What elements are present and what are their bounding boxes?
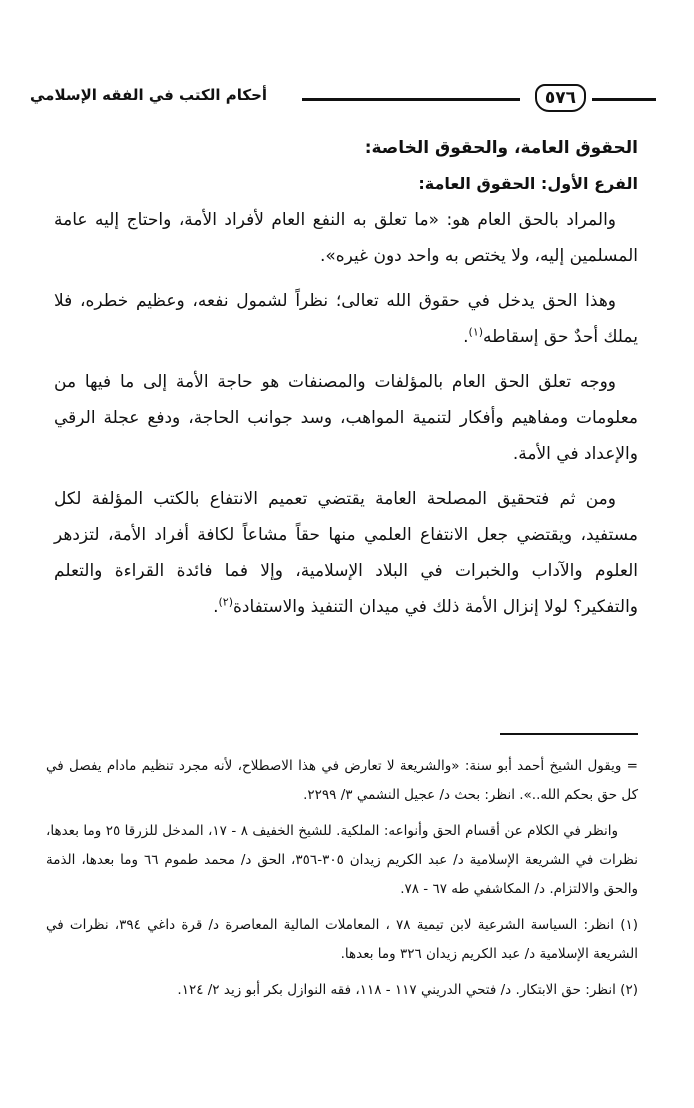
section-heading: الحقوق العامة، والحقوق الخاصة:	[364, 138, 638, 158]
footnote-ref-1[interactable]: (١)	[468, 325, 484, 339]
main-text	[54, 132, 638, 634]
paragraph-definition: والمراد بالحق العام هو: «ما تعلق به النفع العام لأفراد الأمة، واحتاج إليه عامة المسلمين إليه، ولا يختص به واحد دون غيره».	[54, 210, 638, 266]
paragraph-public-interest	[54, 481, 638, 625]
paragraph-end: .	[463, 327, 469, 347]
paragraph-public-right	[54, 283, 638, 355]
footnote-1: (١) انظر: السياسة الشرعية لابن تيمية ٧٨ ، المعاملات المالية المعاصرة د/ قرة داغي ٣٩٤، نظرات في الشريعة الإسلامية د/ عبد الكريم زيدان ٣٢٦ وما بعدها.	[46, 917, 639, 962]
footnote-ref-2[interactable]: (٢)	[218, 595, 233, 609]
running-title: أحكام الكتب في الفقه الإسلامي	[30, 86, 268, 104]
footnote-continuation-1: = ويقول الشيخ أحمد أبو سنة: «والشريعة لا تعارض في هذا الاصطلاح، لأنه مجرد تنظيم مادام يفصل في كل حق بحكم الله..». انظر: بحث د/ عجيل النشمي ٣/ ٢٢٩٩.	[46, 758, 638, 803]
paragraph-end: .	[213, 597, 219, 617]
footnote-continuation-2: وانظر في الكلام عن أقسام الحق وأنواعه: الملكية. للشيخ الخفيف ٨ - ١٧، المدخل للزرقا ٢٥ وما بعدها، نظرات في الشريعة الإسلامية د/ عبد الكريم زيدان ٣٠٥-٣٥٦، الحق د/ محمد طموم ٦٦ وما بعدها، الذمة والحق والالتزام. د/ المكاشفي طه ٦٧ - ٧٨.	[46, 823, 638, 897]
footnote-separator	[500, 733, 638, 735]
header-rule-middle	[302, 98, 520, 101]
page-number: ٥٧٦	[535, 84, 586, 112]
footnotes	[46, 752, 638, 1012]
footnote-2: (٢) انظر: حق الابتكار. د/ فتحي الدريني ١١٧ - ١١٨، فقه النوازل بكر أبو زيد ٢/ ١٢٤.	[177, 982, 638, 998]
page-header	[30, 84, 656, 114]
paragraph-text: وهذا الحق يدخل في حقوق الله تعالى؛ نظراً لشمول نفعه، وعظيم خطره، فلا يملك أحدٌ حق إسقاطه	[54, 291, 638, 347]
paragraph-relation: ووجه تعلق الحق العام بالمؤلفات والمصنفات هو حاجة الأمة إلى ما فيها من معلومات ومفاهيم وأفكار لتنمية المواهب، وسد جوانب الحاجة، ودفع عجلة الرقي والإعداد في الأمة.	[54, 372, 638, 464]
subsection-heading: الفرع الأول: الحقوق العامة:	[418, 174, 638, 193]
header-rule-right	[592, 98, 656, 101]
paragraph-text: ومن ثم فتحقيق المصلحة العامة يقتضي تعميم الانتفاع بالكتب المؤلفة لكل مستفيد، ويقتضي جعل الانتفاع العلمي منها حقاً مشاعاً لكافة أفراد الأمة، لتزدهر العلوم والآداب والخبرات في البلاد الإسلامية، وإلا فما فائدة القراءة والتعلم والتفكير؟ لولا إنزال الأمة ذلك في ميدان التنفيذ والاستفادة	[54, 489, 638, 617]
